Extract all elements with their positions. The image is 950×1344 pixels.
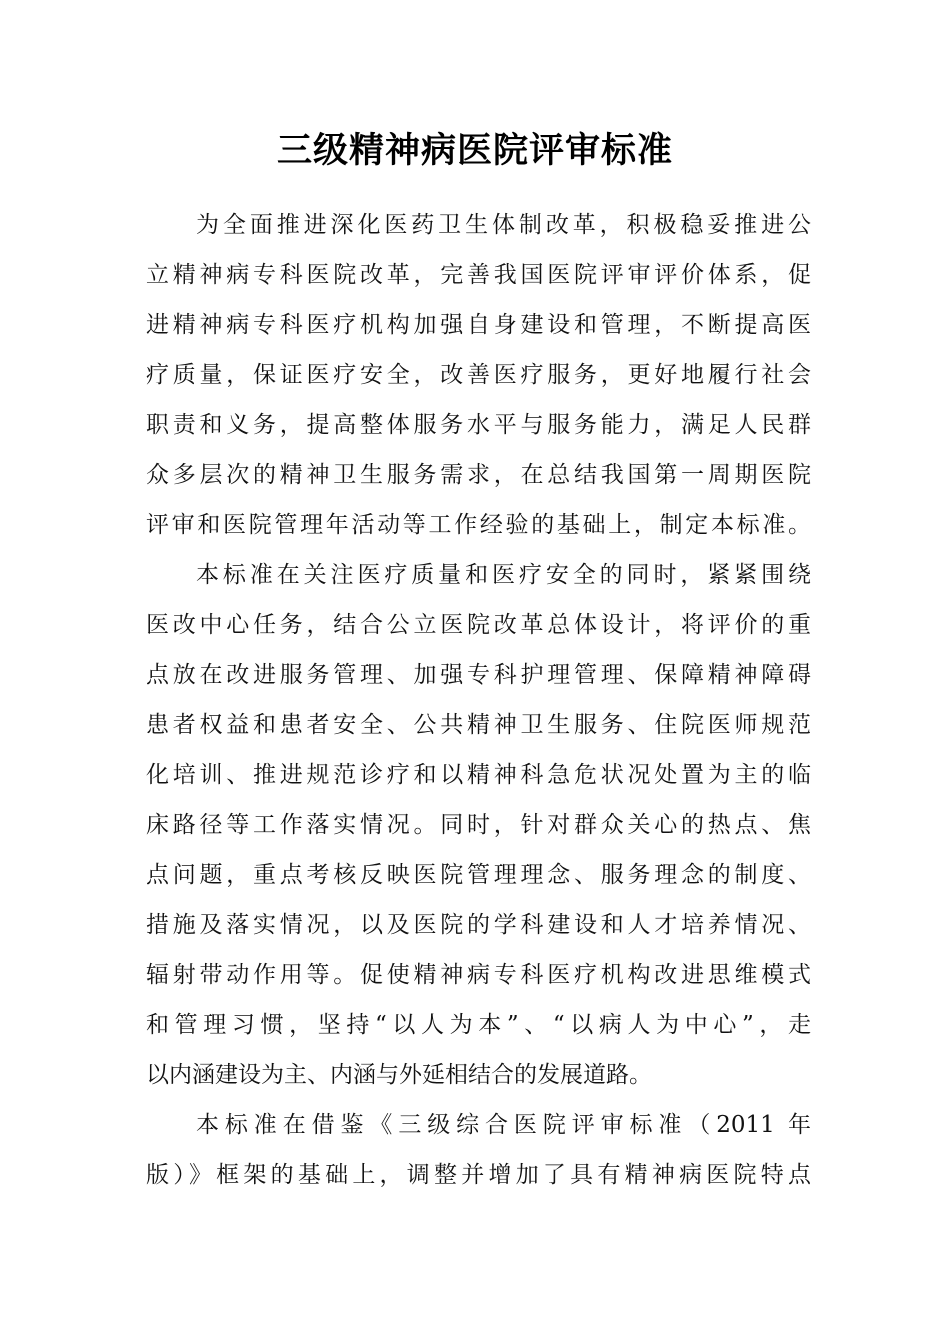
body-text-line: 版）》框架的基础上，调整并增加了具有精神病医院特点 <box>146 1162 811 1188</box>
body-text-line: 为全面推进深化医药卫生体制改革，积极稳妥推进公 <box>196 212 811 238</box>
body-text-line: 本标准在借鉴《三级综合医院评审标准（2011 年 <box>196 1112 811 1138</box>
body-text-line: 进精神病专科医疗机构加强自身建设和管理，不断提高医 <box>146 312 811 338</box>
document-title: 三级精神病医院评审标准 <box>276 131 673 171</box>
body-text-line: 辐射带动作用等。促使精神病专科医疗机构改进思维模式 <box>146 962 811 988</box>
body-text-line: 评审和医院管理年活动等工作经验的基础上，制定本标准。 <box>146 512 811 538</box>
body-text-line: 职责和义务，提高整体服务水平与服务能力，满足人民群 <box>146 412 811 438</box>
body-text-line: 众多层次的精神卫生服务需求，在总结我国第一周期医院 <box>146 462 811 488</box>
body-text-line: 以内涵建设为主、内涵与外延相结合的发展道路。 <box>146 1062 652 1088</box>
body-text-line: 点放在改进服务管理、加强专科护理管理、保障精神障碍 <box>146 662 811 688</box>
body-text-line: 立精神病专科医院改革，完善我国医院评审评价体系，促 <box>146 262 811 288</box>
body-text-line: 化培训、推进规范诊疗和以精神科急危状况处置为主的临 <box>146 762 811 788</box>
body-text-line: 和管理习惯，坚持“以人为本”、“以病人为中心”，走 <box>146 1012 811 1038</box>
body-text-line: 医改中心任务，结合公立医院改革总体设计，将评价的重 <box>146 612 811 638</box>
body-text-line: 本标准在关注医疗质量和医疗安全的同时，紧紧围绕 <box>196 562 811 588</box>
body-text-line: 疗质量，保证医疗安全，改善医疗服务，更好地履行社会 <box>146 362 811 388</box>
body-text-line: 患者权益和患者安全、公共精神卫生服务、住院医师规范 <box>146 712 811 738</box>
body-text-line: 床路径等工作落实情况。同时，针对群众关心的热点、焦 <box>146 812 811 838</box>
body-text-line: 点问题，重点考核反映医院管理理念、服务理念的制度、 <box>146 862 811 888</box>
body-text-line: 措施及落实情况，以及医院的学科建设和人才培养情况、 <box>146 912 811 938</box>
